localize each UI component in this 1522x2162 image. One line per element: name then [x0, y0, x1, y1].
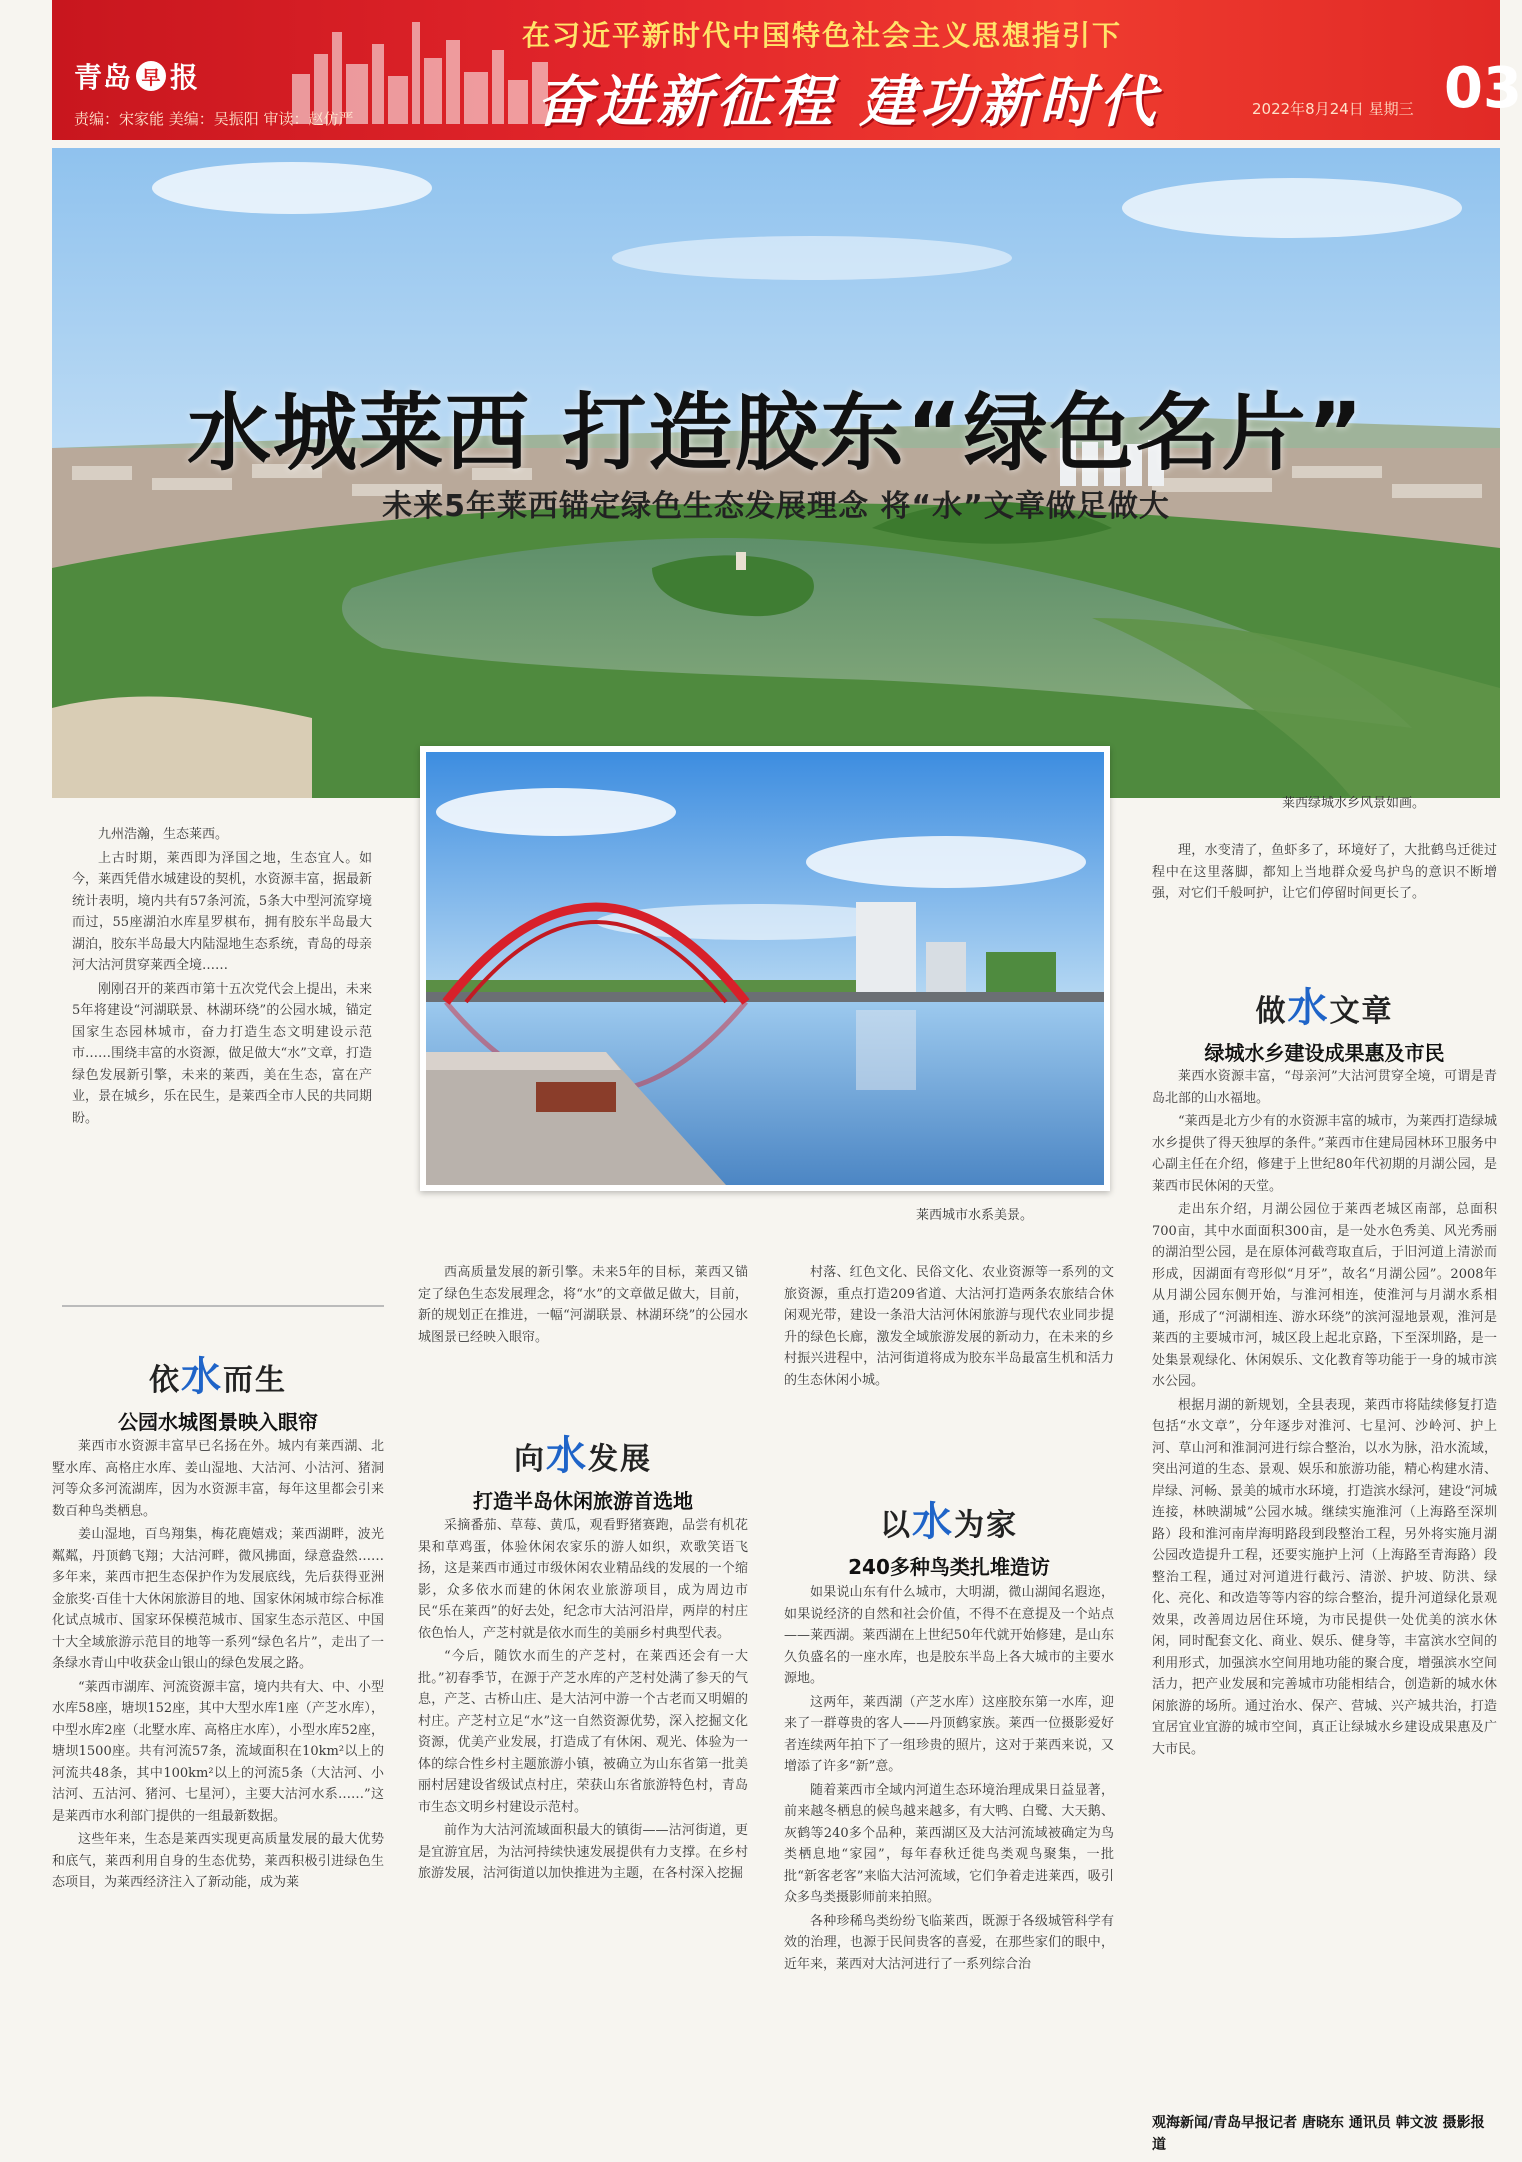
headline: 水城莱西 打造胶东“绿色名片”	[187, 384, 1365, 482]
masthead	[52, 0, 1522, 140]
section-4-body	[1152, 1066, 1497, 2106]
logo-badge: 早	[136, 61, 166, 91]
section-title: 以水为家	[880, 1499, 1018, 1545]
section-heading-4	[1152, 976, 1497, 1066]
slogan-top: 在习近平新时代中国特色社会主义思想指引下	[522, 19, 1123, 52]
section-subtitle: 公园水城图景映入眼帘	[118, 1410, 318, 1434]
section-title: 向水发展	[514, 1433, 652, 1479]
page-number: 03	[1444, 56, 1522, 121]
newspaper-logo	[74, 56, 199, 96]
body-paragraph: 姜山湿地，百鸟翔集，梅花鹿嬉戏；莱西湖畔，波光粼粼，丹顶鹤飞翔；大沽河畔，微风拂面，绿意盎然……多年来，莱西市把生态保护作为发展底线，先后获得亚洲金旅奖·百佳十大休闲旅游目的地、国家休闲城市综合标准化试点城市、国家环保模范城市、国家生态示范区、中国十大全域旅游示范目的地等一系列“绿色名片”，走出了一条绿水青山中收获金山银山的绿色发展之路。	[52, 1527, 384, 1671]
issue-date: 2022年8月24日 星期三	[1252, 100, 1414, 118]
section-subtitle: 绿城水乡建设成果惠及市民	[1204, 1041, 1445, 1065]
body-paragraph: 前作为大沽河流域面积最大的镇街——沽河街道，更是宜游宜居，为沽河持续快速发展提供有力支撑。在乡村旅游发展，沽河街道以加快推进为主题，在各村深入挖掘	[418, 1823, 748, 1881]
section-subtitle: 打造半岛休闲旅游首选地	[473, 1489, 693, 1513]
section-heading-1	[52, 1345, 384, 1435]
body-paragraph: 西高质量发展的新引擎。未来5年的目标，莱西又锚定了绿色生态发展理念，将“水”的文章做足做大，目前，新的规划正在推进，一幅“河湖联景、林湖环绕”的公园水城图景已经映入眼帘。	[418, 1265, 748, 1345]
divider-rule	[62, 1305, 384, 1307]
section-3-body	[784, 1582, 1114, 2152]
section-2-lead	[418, 1262, 748, 1414]
body-paragraph: 随着莱西市全域内河道生态环境治理成果日益显著，前来越冬栖息的候鸟越来越多，有大鸭、白鹭、大天鹅、灰鹤等240多个品种，莱西湖区及大沽河流域被确定为鸟类栖息地“家园”，每年春秋迁徙鸟类观鸟聚集，一批批“新客老客”来临大沽河流域，它们争着走进莱西，吸引众多鸟类摄影师前来拍照。	[784, 1782, 1114, 1905]
logo-suffix: 报	[170, 61, 200, 94]
intro-paragraph: 上古时期，莱西即为泽国之地，生态宜人。如今，莱西凭借水城建设的契机，水资源丰富，据最新统计表明，境内共有57条河流，5条大中型河流穿境而过，55座湖泊水库星罗棋布，拥有胶东半岛最大湖泊，胶东半岛最大内陆湿地生态系统，青岛的母亲河大沽河贯穿莱西全境……	[72, 850, 372, 973]
bridge-photo-caption: 莱西城市水系美景。	[916, 1208, 1034, 1223]
editor-credits: 责编：宋家能 美编：吴振阳 审读：赵仿严	[74, 110, 354, 128]
logo-name: 青岛	[74, 61, 133, 94]
body-paragraph: 根据月湖的新规划，全县表现，莱西市将陆续修复打造包括“水文章”，分年逐步对淮河、七星河、沙岭河、护上河、草山河和淮洞河进行综合整治，以水为脉，沿水流域，突出河道的生态、景观、娱乐和旅游功能，精心构建水清、岸绿、河畅、景美的城市水环境，打造滨水绿河，建设“河城连接，林映湖城”公园水城。继续实施淮河（上海路至深圳路）段和淮河南岸海明路段到段整治工程，另外将实施月湖公园改造提升工程，还要实施护上河（上海路至青海路）段整治工程，通过对河道进行截污、清淤、护坡、防洪、绿化、亮化、和改造等等内容的综合整治，提升河道绿化景观效果，改善周边居住环境，为市民提供一处优美的滨水休闲，同时配套文化、商业、娱乐、健身等，丰富滨水空间的利用形式，加强滨水空间用地功能的聚合度，增强滨水空间活力，把产业发展和完善城市功能相结合，创造新的城水休闲旅游的场所。通过治水、保产、营城、兴产城共治，打造宜居宜业宜游的城市空间，真正让绿城水乡建设成果惠及广大市民。	[1152, 1397, 1497, 1757]
body-paragraph: 走出东介绍，月湖公园位于莱西老城区南部，总面积700亩，其中水面面积300亩，是一处水色秀美、风光秀丽的湖泊型公园，是在原体河截弯取直后，于旧河道上清淤而形成，因湖面有弯形似“月牙”，故名“月湖公园”。2008年从月湖公园东侧开始，与淮河相连，使淮河与月湖水系相通，形成了“河湖相连、游水环绕”的滨河湿地景观，淮河是莱西的主要城市河，城区段上起北京路，下至深圳路，是一处集景观绿化、休闲娱乐、文化教育等功能于一身的城市滨水公园。	[1152, 1202, 1497, 1389]
body-paragraph: 这两年，莱西湖（产芝水库）这座胶东第一水库，迎来了一群尊贵的客人——丹顶鹤家族。莱西一位摄影爱好者连续两年拍下了一组珍贵的照片，这对于莱西来说，又增添了许多“新”意。	[784, 1694, 1114, 1774]
body-paragraph: 这些年来，生态是莱西实现更高质量发展的最大优势和底气，莱西利用自身的生态优势，莱西积极引进绿色生态项目，为莱西经济注入了新动能，成为莱	[52, 1832, 384, 1890]
section-4-lead	[1152, 840, 1497, 958]
subheadline: 未来5年莱西锚定绿色生态发展理念 将“水”文章做足做大	[382, 489, 1170, 524]
bridge-photo	[420, 746, 1110, 1191]
article-byline: 观海新闻/青岛早报记者 唐晓东 通讯员 韩文波 摄影报道	[1152, 2115, 1485, 2153]
aerial-photo-caption: 莱西绿城水乡风景如画。	[1282, 796, 1426, 811]
arch-bridge-illustration	[426, 752, 1104, 1185]
body-paragraph: 村落、红色文化、民俗文化、农业资源等一系列的文旅资源，重点打造209省道、大沽河打造两条农旅结合休闲观光带，建设一条沿大沽河休闲旅游与现代农业同步提升的绿色长廊，激发全域旅游发展的新动力，在未来的乡村振兴进程中，沽河街道将成为胶东半岛最富生机和活力的生态休闲小城。	[784, 1265, 1114, 1388]
intro-column	[72, 824, 372, 1298]
intro-paragraph: 刚刚召开的莱西市第十五次党代会上提出，未来5年将建设“河湖联景、林湖环绕”的公园水城，锚定国家生态园林城市，奋力打造生态文明建设示范市……围绕丰富的水资源，做足做大“水”文章，打造绿色发展新引擎，未来的莱西，美在生态，富在产业，景在城乡，乐在民生，是莱西全市人民的共同期盼。	[72, 981, 372, 1126]
body-paragraph: 各种珍稀鸟类纷纷飞临莱西，既源于各级城管科学有效的治理，也源于民间贵客的喜爱，在那些家们的眼中，近年来，莱西对大沽河进行了一系列综合治	[784, 1913, 1114, 1972]
body-paragraph: 莱西市水资源丰富早已名扬在外。城内有莱西湖、北墅水库、高格庄水库、姜山湿地、大沽河、小沽河、猪洞河等众多河流湖库，因为水资源丰富，每年这里都会引来数百种鸟类栖息。	[52, 1439, 384, 1519]
body-paragraph: 理，水变清了，鱼虾多了，环境好了，大批鹤鸟迁徙过程中在这里落脚，都知上当地群众爱鸟护鸟的意识不断增强，对它们千般呵护，让它们停留时间更长了。	[1152, 843, 1497, 901]
intro-paragraph: 九州浩瀚，生态莱西。	[98, 827, 229, 842]
body-paragraph: “莱西市湖库、河流资源丰富，境内共有大、中、小型水库58座，塘坝152座，其中大型水库1座（产芝水库），中型水库2座（北墅水库、高格庄水库），小型水库52座，塘坝1500座。共有河流57条，流域面积在10km²以上的河流共48条，其中100km²以上的河流5条（大沽河、小沽河、五沽河、猪河、七星河），主要大沽河水系……”这是莱西市水利部门提供的一组最新数据。	[52, 1679, 384, 1824]
section-3-lead	[784, 1262, 1114, 1470]
section-subtitle: 240多种鸟类扎堆造访	[848, 1555, 1050, 1579]
slogan-main: 奋进新征程 建功新时代	[536, 69, 1160, 135]
body-paragraph: 采摘番茄、草莓、黄瓜，观看野猪赛跑，品尝有机花果和草鸡蛋，体验休闲农家乐的游人如织，欢歌笑语飞扬，这是莱西市通过市级休闲农业精品线的发展的一个缩影，众多依水而建的休闲农业旅游项目，成为周边市民“乐在莱西”的好去处，纪念市大沽河沿岸，两岸的村庄依色怡人，产芝村就是依水而生的美丽乡村典型代表。	[418, 1518, 748, 1641]
section-title: 依水而生	[149, 1354, 287, 1400]
section-heading-3	[784, 1490, 1114, 1580]
body-paragraph: 莱西水资源丰富，“母亲河”大沽河贯穿全境，可谓是青岛北部的山水福地。	[1152, 1069, 1497, 1106]
body-paragraph: “莱西是北方少有的水资源丰富的城市，为莱西打造绿城水乡提供了得天独厚的条件。”莱西市住建局园林环卫服务中心副主任在介绍，修建于上世纪80年代初期的月湖公园，是莱西市民休闲的天堂。	[1152, 1114, 1497, 1194]
section-title: 做水文章	[1255, 985, 1394, 1031]
hero-aerial-photo	[52, 148, 1500, 798]
section-2-body	[418, 1515, 748, 2152]
section-heading-2	[418, 1424, 748, 1514]
body-paragraph: 如果说山东有什么城市，大明湖，微山湖闻名遐迩，如果说经济的自然和社会价值，不得不在意提及一个站点——莱西湖。莱西湖在上世纪50年代就开始修建，是山东久负盛名的一座水库，也是胶东半岛上各大城市的主要水源地。	[784, 1585, 1114, 1686]
section-1-body	[52, 1436, 384, 2152]
body-paragraph: “今后，随饮水而生的产芝村，在莱西还会有一大批。”初春季节，在源于产芝水库的产芝村处满了参天的气息，产芝、古桥山庄、是大沽河中游一个古老而又明媚的村庄。产芝村立足“水”这一自然资源优势，深入挖掘文化资源，优美产业发展，打造成了有休闲、观光、体验为一体的综合性乡村主题旅游小镇，被确立为山东省第一批美丽村居建设省级试点村庄，荣获山东省旅游特色村，青岛市生态文明乡村建设示范村。	[418, 1649, 748, 1815]
